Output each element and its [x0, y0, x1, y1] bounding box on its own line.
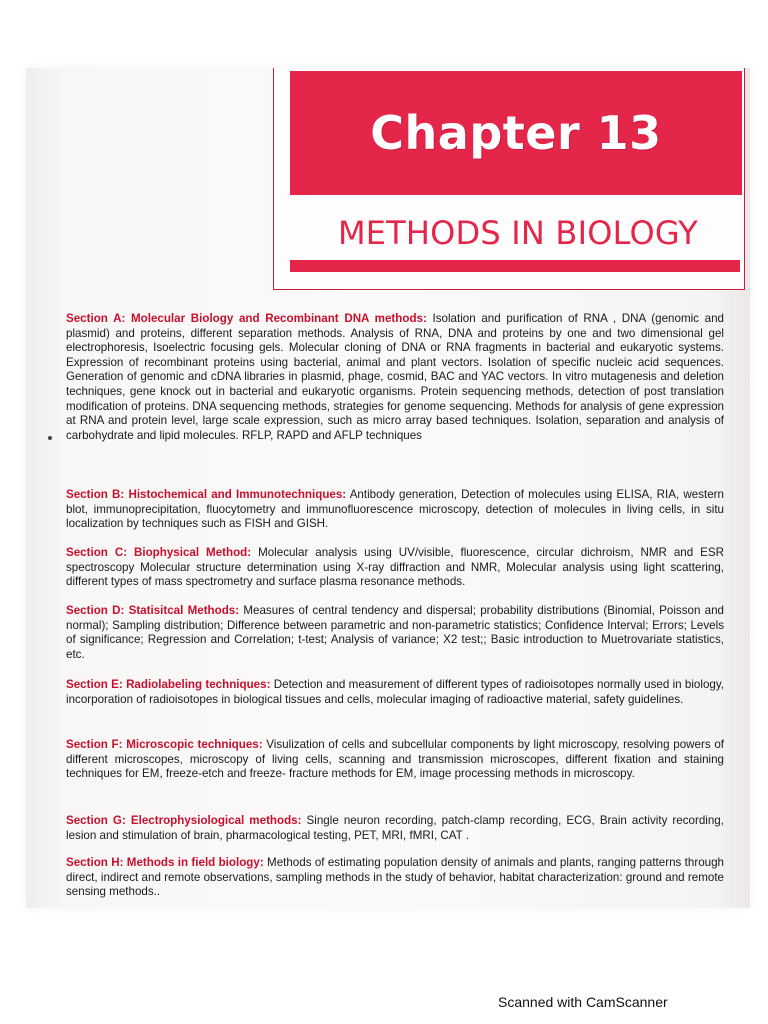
camscanner-watermark: Scanned with CamScanner — [498, 994, 668, 1010]
section-e-text: Detection and measurement of different types of radioisotopes normally used in biology, incorporation of radioisotopes in biological tissues and cells, molecular imaging of radioactive material, safety guidelines. — [66, 678, 724, 706]
scan-dot-mark — [48, 436, 52, 440]
section-h-label: Section H: Methods in field biology: — [66, 856, 264, 869]
section-b — [66, 488, 724, 532]
section-a-text: Isolation and purification of RNA , DNA (genomic and plasmid) and proteins, different separation methods. Analysis of RNA, DNA and proteins by one and two dimensional gel electrophoresis, Isoelectric focusing gels. Molecular cloning of DNA or RNA fragments in bacterial and eukaryotic systems. Expression of recombinant proteins using bacterial, animal and plant vectors. Isolation of specific nucleic acid sequences. Generation of genomic and cDNA libraries in plasmid, phage, cosmid, BAC and YAC vectors. In vitro mutagenesis and deletion techniques, gene knock out in bacterial and eukaryotic organisms. Protein sequencing methods, detection of post translation modification of proteins. DNA sequencing methods, strategies for genome sequencing. Methods for analysis of gene expression at RNA and protein level, large scale expression, such as micro array based techniques. Isolation, separation and analysis of carbohydrate and lipid molecules. RFLP, RAPD and AFLP techniques — [66, 312, 724, 442]
section-a-label: Section A: Molecular Biology and Recombinant DNA methods: — [66, 312, 427, 325]
section-f-label: Section F: Microscopic techniques: — [66, 738, 263, 751]
section-d — [66, 604, 724, 662]
section-e-label: Section E: Radiolabeling techniques: — [66, 678, 271, 691]
section-d-text: Measures of central tendency and dispersal; probability distributions (Binomial, Poisson and normal); Sampling distribution; Difference between parametric and non-parametric statistics; Confidence Interval; Errors; Levels of significance; Regression and Correlation; t-test; Analysis of variance; X2 test;; Basic introduction to Muetrovariate statistics, etc. — [66, 604, 724, 661]
title-underline-bar — [290, 260, 740, 272]
section-f — [66, 738, 724, 782]
section-g — [66, 814, 724, 843]
section-b-label: Section B: Histochemical and Immunotechniques: — [66, 488, 347, 501]
section-f-text: Visulization of cells and subcellular components by light microscopy, resolving powers of different microscopes, microscopy of living cells, scanning and transmission microscopes, different fixation and staining techniques for EM, freeze-etch and freeze- fracture methods for EM, image processing methods in microscopy. — [66, 738, 724, 781]
section-c — [66, 546, 724, 590]
section-a — [66, 312, 724, 443]
chapter-number-label: Chapter 13 — [370, 106, 662, 160]
section-c-text: Molecular analysis using UV/visible, fluorescence, circular dichroism, NMR and ESR spectroscopy Molecular structure determination using X-ray diffraction and NMR, Molecular analysis using light scattering, different types of mass spectrometry and surface plasma resonance methods. — [66, 546, 724, 589]
section-h — [66, 856, 724, 900]
chapter-number-banner — [290, 71, 742, 195]
section-g-text: Single neuron recording, patch-clamp recording, ECG, Brain activity recording, lesion and stimulation of brain, pharmacological testing, PET, MRI, fMRI, CAT . — [66, 814, 724, 842]
section-b-text: Antibody generation, Detection of molecules using ELISA, RIA, western blot, immunoprecipitation, fluocytometry and immunofluorescence microscopy, detection of molecules in living cells, in situ localization by techniques such as FISH and GISH. — [66, 488, 724, 531]
section-g-label: Section G: Electrophysiological methods: — [66, 814, 302, 827]
section-d-label: Section D: Statisitcal Methods: — [66, 604, 240, 617]
chapter-title: METHODS IN BIOLOGY — [337, 214, 699, 252]
section-e — [66, 678, 724, 707]
section-c-label: Section C: Biophysical Method: — [66, 546, 252, 559]
section-h-text: Methods of estimating population density of animals and plants, ranging patterns through direct, indirect and remote observations, sampling methods in the study of behavior, habitat characterization: ground and remote sensing methods.. — [66, 856, 724, 899]
